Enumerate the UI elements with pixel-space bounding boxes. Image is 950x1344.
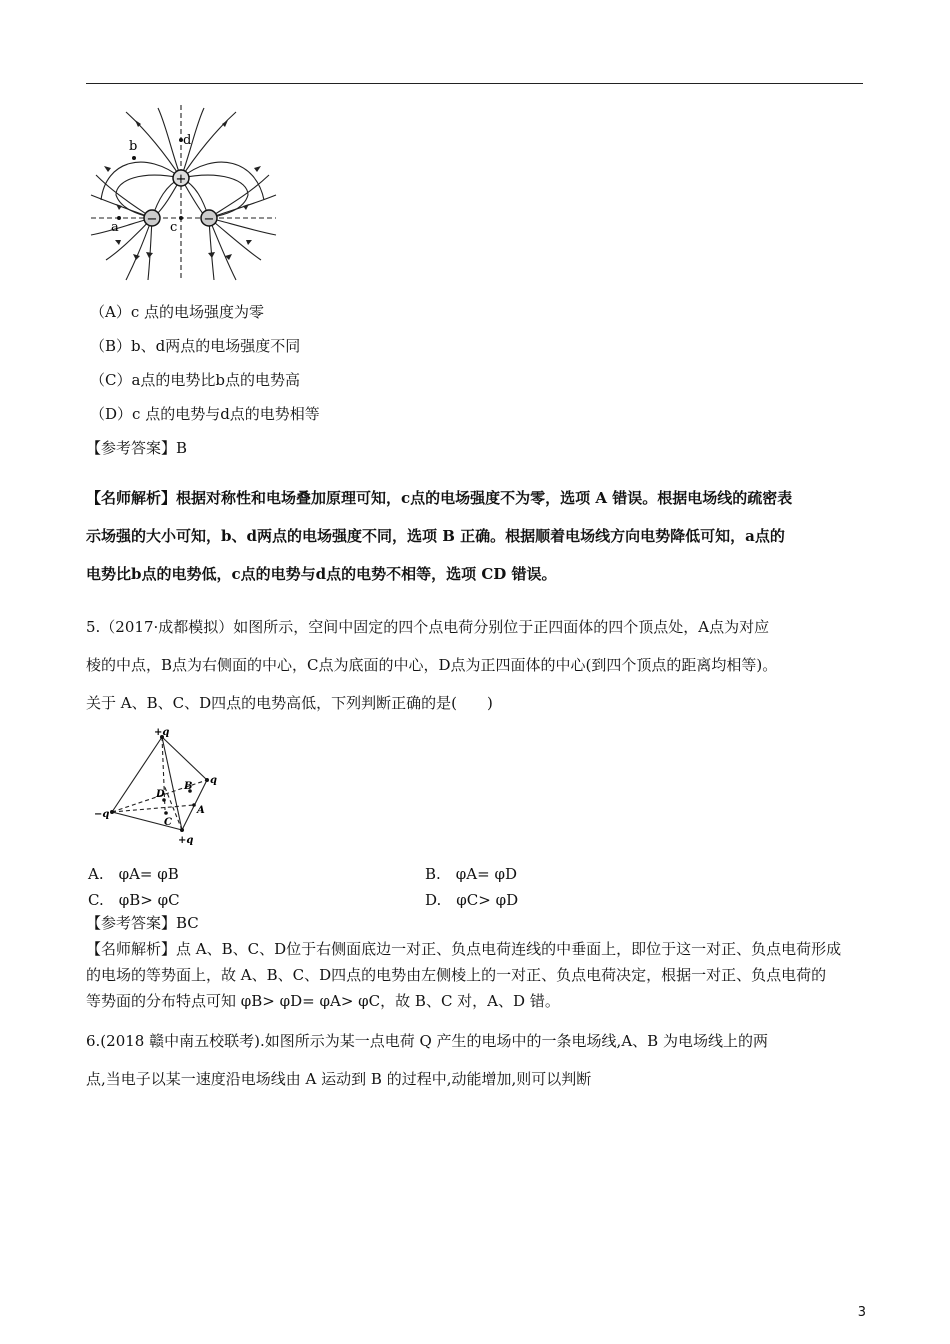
svg-text:−: −	[203, 212, 215, 227]
q5-answer: 【参考答案】BC	[86, 914, 199, 932]
page-number: 3	[857, 1305, 866, 1320]
q6-stem-line: 6.(2018 赣中南五校联考).如图所示为某一点电荷 Q 产生的电场中的一条电场线,A、B 为电场线上的两	[86, 1032, 768, 1050]
label-b: b	[129, 139, 138, 154]
label-B: B	[184, 781, 193, 792]
label-bottom-charge: +q	[178, 835, 194, 846]
label-A: A	[197, 805, 205, 816]
q5-analysis-line: 的电场的等势面上，故 A、B、C、D四点的电势由左侧棱上的一对正、负点电荷决定，根据一对正、负点电荷的	[86, 966, 827, 984]
q4-answer: 【参考答案】B	[86, 439, 188, 457]
label-right-charge: q	[210, 775, 217, 786]
q4-analysis-line: 【名师解析】根据对称性和电场叠加原理可知，c点的电场强度不为零，选项 A 错误。根据电场线的疏密表	[86, 489, 793, 507]
label-left-charge: −q	[94, 809, 110, 820]
q4-analysis-line: 电势比b点的电势低，c点的电势与d点的电势不相等，选项 CD 错误。	[86, 565, 557, 583]
q4-analysis-line: 示场强的大小可知，b、d两点的电场强度不同，选项 B 正确。根据顺着电场线方向电势降低可知，a点的	[86, 527, 785, 545]
q4-option-b: （B）b、d两点的电场强度不同	[90, 337, 301, 355]
q5-stem-line: 关于 A、B、C、D四点的电势高低，下列判断正确的是( )	[86, 694, 493, 712]
header-rule	[86, 83, 863, 84]
label-C: C	[164, 817, 172, 828]
label-d: d	[183, 133, 192, 148]
q5-stem-line: 5.（2017·成都模拟）如图所示，空间中固定的四个点电荷分别位于正四面体的四个顶点处，A点为对应	[86, 618, 770, 636]
q4-option-a: （A）c 点的电场强度为零	[90, 303, 265, 321]
q4-option-d: （D）c 点的电势与d点的电势相等	[90, 405, 320, 423]
q5-option-b: B. φA= φD	[425, 865, 517, 883]
q5-analysis-line: 等势面的分布特点可知 φB> φD= φA> φC，故 B、C 对，A、D 错。	[86, 992, 560, 1010]
label-D: D	[156, 789, 165, 800]
label-top-charge: +q	[154, 727, 170, 738]
q5-stem-line: 棱的中点，B点为右侧面的中心，C点为底面的中心，D点为正四面体的中心(到四个顶点的距离均相等)。	[86, 656, 778, 674]
q4-option-c: （C）a点的电势比b点的电势高	[90, 371, 301, 389]
svg-text:−: −	[146, 212, 158, 227]
svg-text:+: +	[175, 172, 187, 187]
q5-option-a: A. φA= φB	[88, 865, 179, 883]
q6-stem-line: 点,当电子以某一速度沿电场线由 A 运动到 B 的过程中,动能增加,则可以判断	[86, 1070, 592, 1088]
tetrahedron-figure	[92, 725, 232, 850]
q5-option-d: D. φC> φD	[425, 891, 519, 909]
label-a: a	[111, 220, 119, 235]
label-c: c	[170, 220, 178, 235]
field-lines-figure	[86, 100, 281, 285]
q5-analysis-line: 【名师解析】点 A、B、C、D位于右侧面底边一对正、负点电荷连线的中垂面上，即位于这一对正、负点电荷形成	[86, 940, 842, 958]
q5-option-c: C. φB> φC	[88, 891, 180, 909]
